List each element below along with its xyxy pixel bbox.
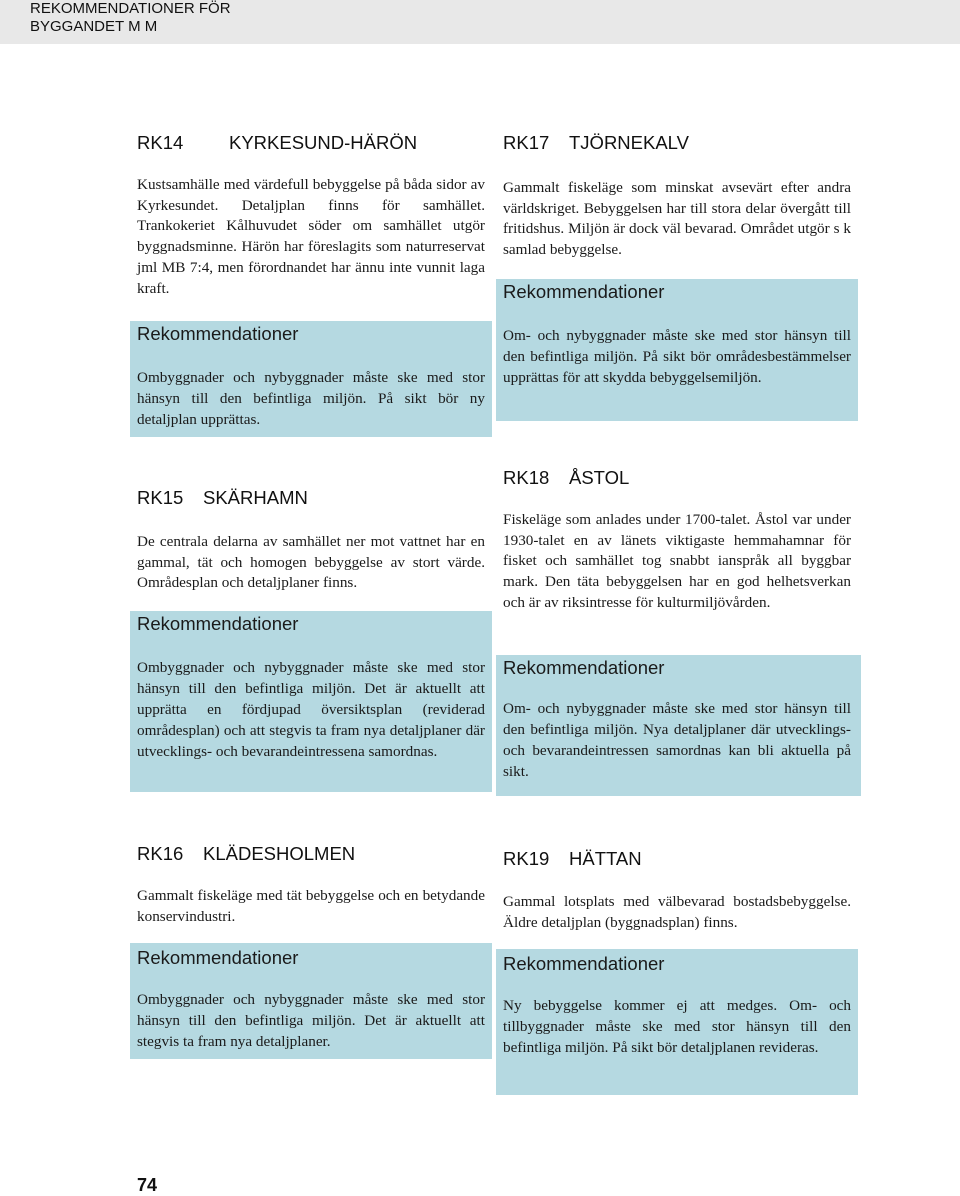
section-text: Gammalt fiskeläge som minskat avsevärt efter andra världskriget. Bebyggelsen har till stora delar övergått till fritidshus. Miljön är dock väl bevarad. Området utgör s k samlad bebyggelse. <box>503 179 851 259</box>
recommendation-heading: Rekommendationer <box>503 281 665 302</box>
section-code: RK16 <box>137 843 184 864</box>
section-text: Fiskeläge som anlades under 1700-talet. Åstol var under 1930-talet en av länets viktigaste hemmahamnar för fisket och samhället tog snabbt ianspråk all byggbar mark. Den täta bebyggelsen har en god helhetsverkan och är av riksintresse för kulturmiljövården. <box>503 511 851 611</box>
recommendation-box <box>130 943 492 1059</box>
recommendation-box <box>130 321 492 437</box>
recommendation-box <box>496 949 858 1095</box>
section-name: ÅSTOL <box>569 467 630 488</box>
recommendation-heading: Rekommendationer <box>137 613 299 634</box>
recommendation-heading: Rekommendationer <box>503 657 665 678</box>
recommendation-text: Ny bebyggelse kommer ej att medges. Om- och tillbyggnader måste ske med stor hänsyn till den befintliga miljön. På sikt bör detaljplanen revideras. <box>503 997 851 1056</box>
section-code: RK19 <box>503 848 550 869</box>
recommendation-box <box>496 655 861 796</box>
recommendation-heading: Rekommendationer <box>137 947 299 968</box>
recommendation-text: Ombyggnader och nybyggnader måste ske med stor hänsyn till den befintliga miljön. På sikt bör ny detaljplan upprättas. <box>137 369 485 428</box>
running-header-line-1: REKOMMENDATIONER FÖR <box>30 0 231 17</box>
section-title <box>503 848 642 870</box>
section-code: RK14 <box>137 132 184 153</box>
section-name: SKÄRHAMN <box>203 487 308 508</box>
section-title <box>137 843 355 865</box>
section-title <box>137 487 308 509</box>
section-code: RK17 <box>503 132 550 153</box>
running-header <box>0 0 960 44</box>
section-name: KLÄDESHOLMEN <box>203 843 356 864</box>
recommendation-text: Ombyggnader och nybyggnader måste ske med stor hänsyn till den befintliga miljön. Det är aktuellt att stegvis ta fram nya detaljplaner. <box>137 991 485 1050</box>
recommendation-box <box>130 611 492 792</box>
running-header-line-2: BYGGANDET M M <box>30 18 158 35</box>
section-name: KYRKESUND-HÄRÖN <box>229 132 418 153</box>
recommendation-box <box>496 279 858 421</box>
section-text: De centrala delarna av samhället ner mot vattnet har en gammal, tät och homogen bebyggelse av stort värde. Områdesplan och detaljplaner finns. <box>137 533 485 592</box>
recommendation-text: Ombyggnader och nybyggnader måste ske med stor hänsyn till den befintliga miljön. Det är aktuellt att upprätta en fördjupad översiktsplan (reviderad områdesplan) och att stegvis ta fram nya detaljplaner där utvecklings- och bevarandeintressena samordnas. <box>137 659 485 760</box>
section-text: Gammalt fiskeläge med tät bebyggelse och en betydande konservindustri. <box>137 887 485 925</box>
section-code: RK18 <box>503 467 550 488</box>
section-name: HÄTTAN <box>569 848 642 869</box>
section-code: RK15 <box>137 487 184 508</box>
section-text: Gammal lotsplats med välbevarad bostadsbebyggelse. Äldre detaljplan (byggnadsplan) finns. <box>503 893 851 931</box>
section-title <box>503 467 629 489</box>
section-text: Kustsamhälle med värdefull bebyggelse på båda sidor av Kyrkesundet. Detaljplan finns för samhället. Trankokeriet Kålhuvudet söder om samhället utgör byggnadsminne. Härön har föreslagits som naturreservat jml MB 7:4, men förordnandet har ännu inte vunnit laga kraft. <box>137 176 485 297</box>
section-title <box>503 132 689 154</box>
recommendation-heading: Rekommendationer <box>137 323 299 344</box>
recommendation-heading: Rekommendationer <box>503 953 665 974</box>
recommendation-text: Om- och nybyggnader måste ske med stor hänsyn till den befintliga miljön. På sikt bör områdesbestämmelser upprättas för att skydda bebyggelsemiljön. <box>503 327 851 386</box>
page-number: 74 <box>137 1175 158 1195</box>
section-name: TJÖRNEKALV <box>569 132 689 153</box>
section-title <box>137 132 417 154</box>
recommendation-text: Om- och nybyggnader måste ske med stor hänsyn till den befintliga miljön. Nya detaljplaner där utvecklings- och bevarandeintressen samordnas kan bli aktuella på sikt. <box>503 700 851 780</box>
